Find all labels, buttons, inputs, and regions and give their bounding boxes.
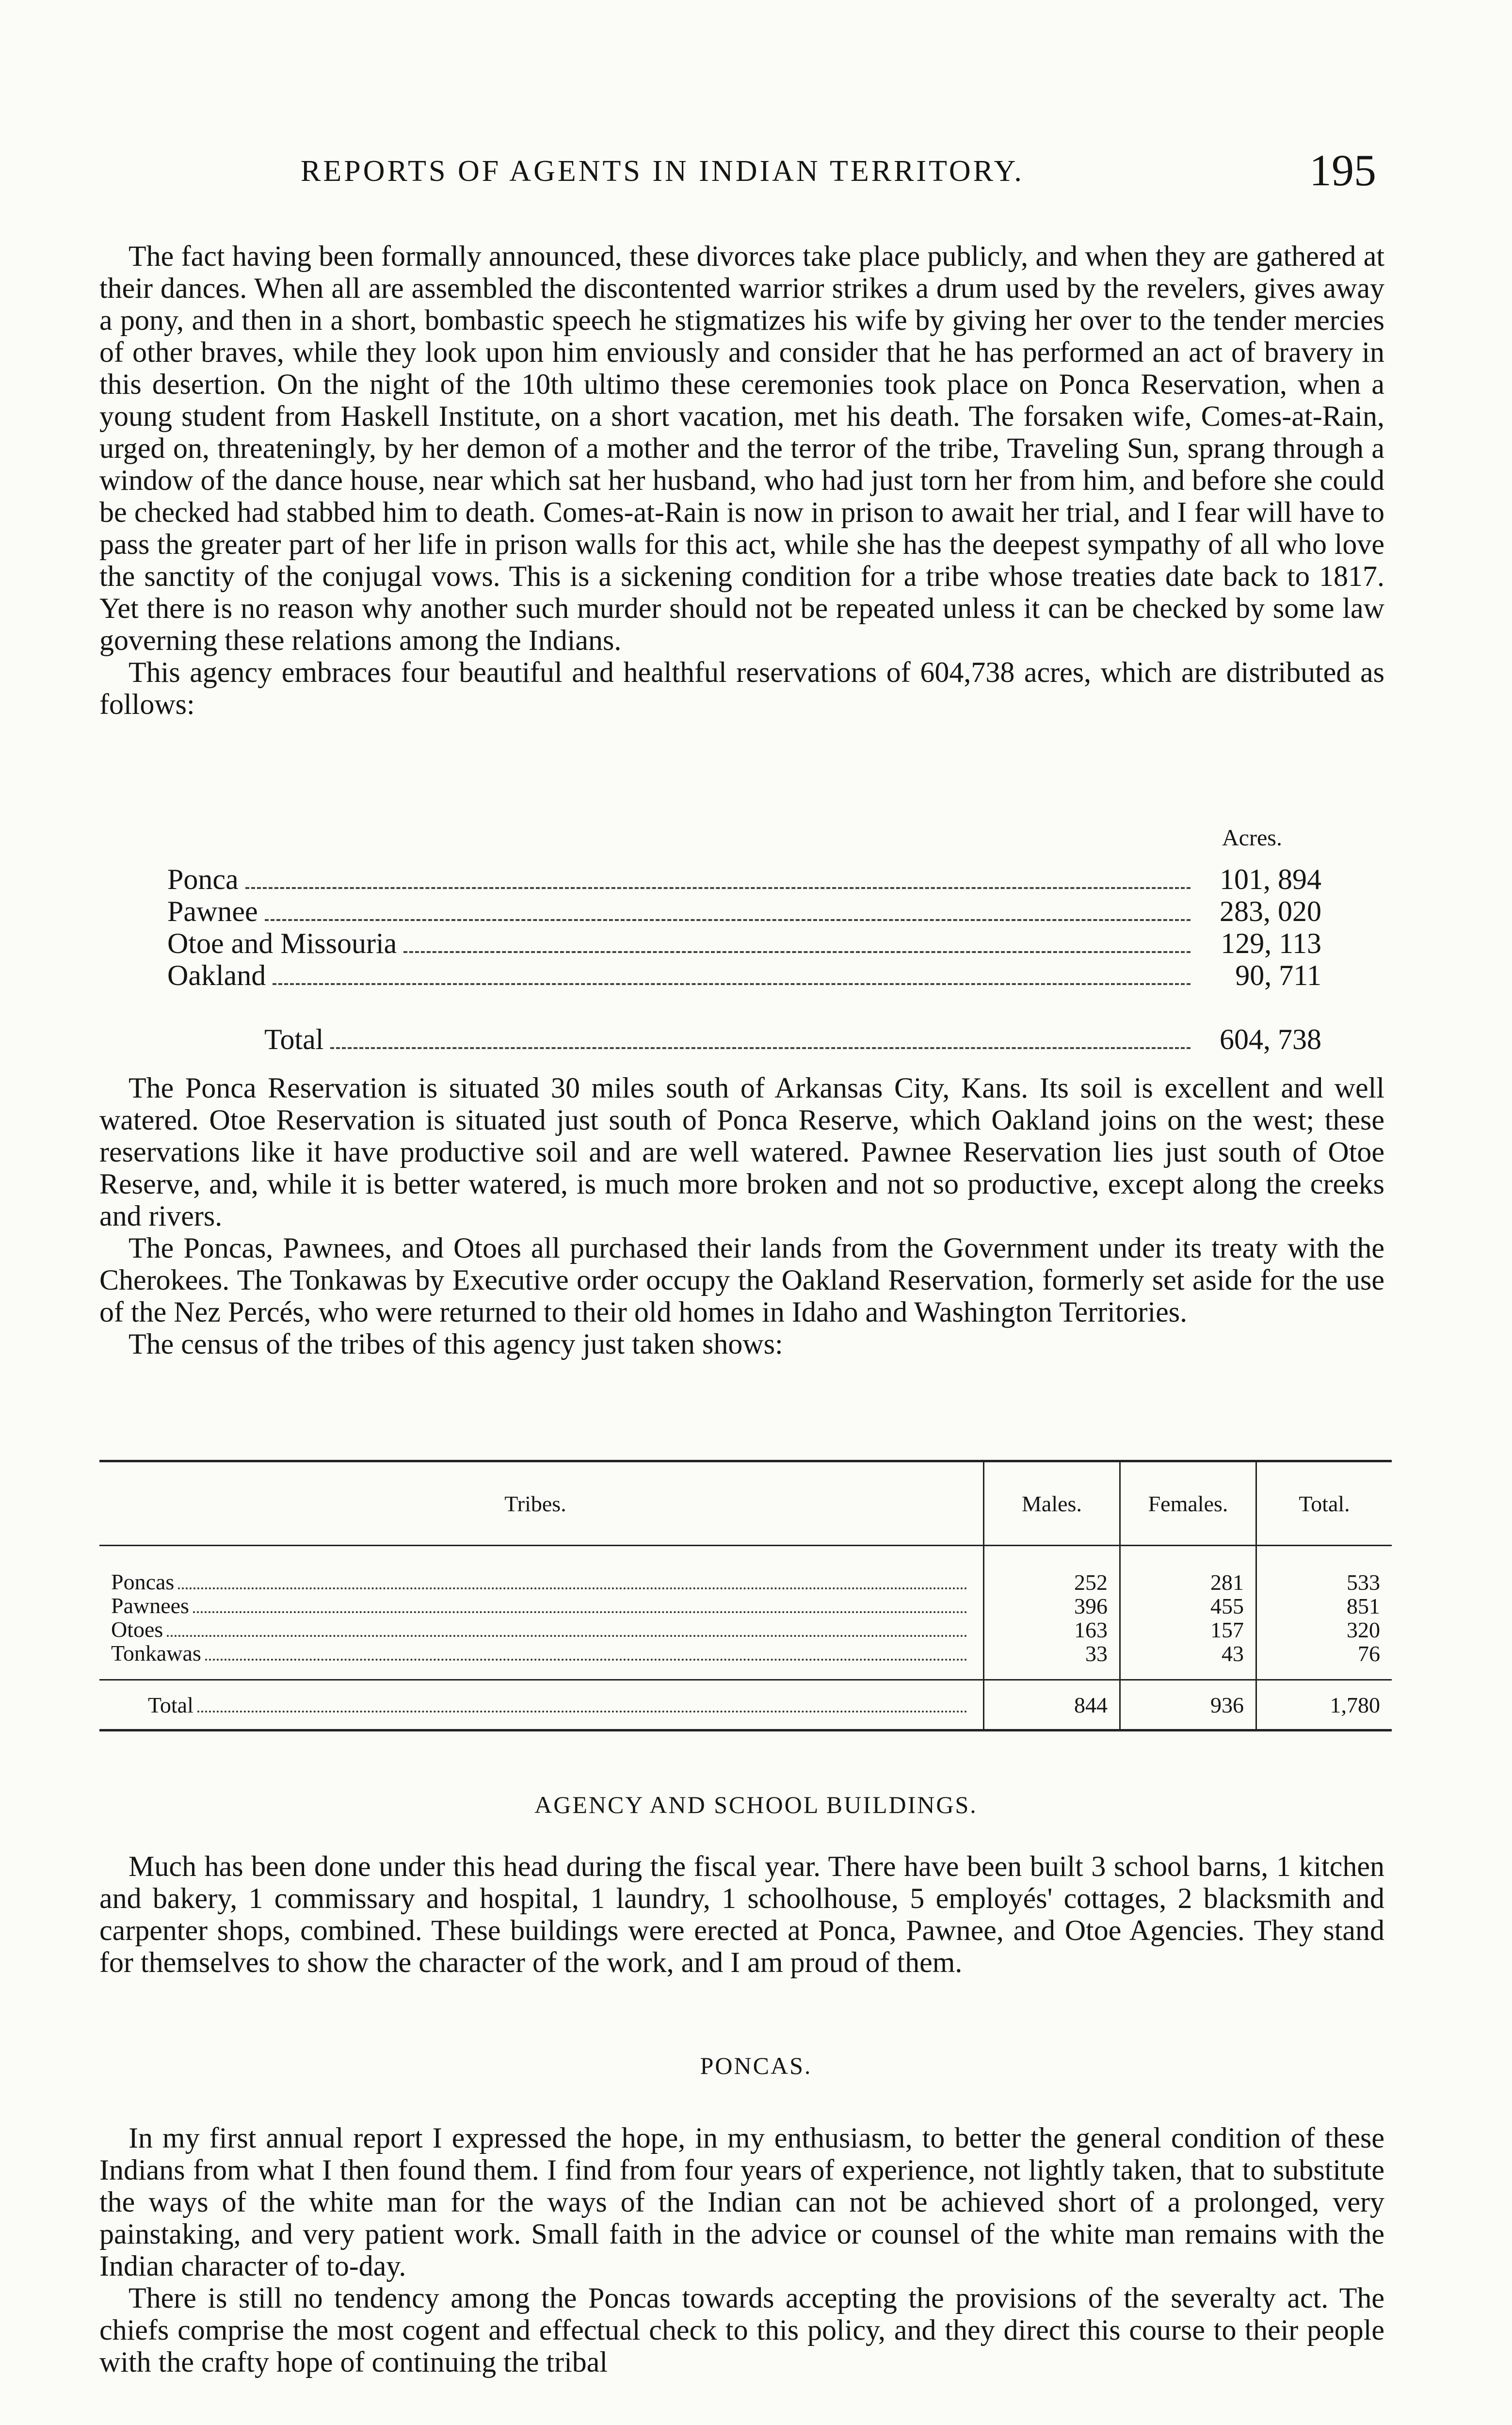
acreage-total-value: 604, 738 (1220, 1023, 1321, 1055)
section-heading-poncas: PONCAS. (700, 2052, 812, 2079)
body-text-poncas (99, 2122, 1384, 2378)
paragraph-first-report: In my first annual report I expressed the hope, in my enthusiasm, to better the general condition of these Indians from what I then found them. I find from four years of experience, not lightly taken, that to substitute the ways of the white man for the ways of the Indian can not be achieved short of a prolonged, very painstaking, and very patient work. Small faith in the advice or counsel of the white man remains with the Indian character of to-day. (99, 2122, 1384, 2282)
census-header-row (99, 1461, 1392, 1546)
reservation-name: Ponca (167, 863, 239, 895)
tribe-name: Poncas (111, 1569, 175, 1594)
leader-dashes (403, 951, 1190, 953)
acreage-row (167, 863, 1321, 895)
table-row (99, 1546, 1392, 1595)
reservation-acres: 129, 113 (1221, 927, 1321, 959)
table-row (99, 1594, 1392, 1618)
table-row (99, 1642, 1392, 1680)
leader-dots (205, 1659, 967, 1661)
females-cell: 455 (1120, 1594, 1256, 1618)
leader-dots (197, 1711, 967, 1713)
total-column-header: Total. (1256, 1461, 1392, 1546)
paragraph-severalty: There is still no tendency among the Poncas towards accepting the provisions of the severalty act. The chiefs comprise the most cogent and effectual check to this policy, and they direct this course to their people with the crafty hope of continuing the tribal (99, 2282, 1384, 2378)
running-header: REPORTS OF AGENTS IN INDIAN TERRITORY. (301, 155, 1024, 188)
tribe-name: Pawnees (111, 1593, 189, 1618)
males-cell: 252 (984, 1546, 1120, 1595)
females-cell: 43 (1120, 1642, 1256, 1680)
leader-dashes (273, 983, 1190, 985)
paragraph-ponca-reservation: The Ponca Reservation is situated 30 miles south of Arkansas City, Kans. Its soil is excellent and well watered. Otoe Reservation is situated just south of Ponca Reserve, which Oakland joins on the west; these reservations like it have productive soil and are well watered. Pawnee Reservation lies just south of Otoe Reserve, and, while it is better watered, is much more broken and not so productive, except along the creeks and rivers. (99, 1072, 1384, 1232)
acreage-total-label: Total (264, 1023, 324, 1055)
males-cell: 163 (984, 1618, 1120, 1642)
reservation-acres: 101, 894 (1220, 863, 1321, 895)
grand-total-cell: 1,780 (1256, 1680, 1392, 1730)
leader-dashes (330, 1047, 1190, 1049)
body-text-top (99, 240, 1384, 720)
males-column-header: Males. (984, 1461, 1120, 1546)
total-label: Total (148, 1692, 193, 1717)
reservation-name: Oakland (167, 959, 266, 991)
paragraph-divorces: The fact having been formally announced, these divorces take place publicly, and when they are gathered at their dances. When all are assembled the discontented warrior strikes a drum used by the revelers, gives away a pony, and then in a short, bombastic speech he stigmatizes his wife by giving her over to the tender mercies of other braves, while they look upon him enviously and consider that he has performed an act of bravery in this desertion. On the night of the 10th ultimo these ceremonies took place on Ponca Reservation, when a young student from Haskell Institute, on a short vacation, met his death. The forsaken wife, Comes-at-Rain, urged on, threateningly, by her demon of a mother and the terror of the tribe, Traveling Sun, sprang through a window of the dance house, near which sat her husband, who had just torn her from him, and before she could be checked had stabbed him to death. Comes-at-Rain is now in prison to await her trial, and I fear will have to pass the greater part of her life in prison walls for this act, while she has the deepest sympathy of all who love the sanctity of the conjugal vows. This is a sickening condition for a tribe whose treaties date back to 1817. Yet there is no reason why another such murder should not be repeated unless it can be checked by some law governing these relations among the Indians. (99, 240, 1384, 656)
leader-dots (167, 1635, 967, 1637)
females-column-header: Females. (1120, 1461, 1256, 1546)
table-row (99, 1618, 1392, 1642)
body-text-buildings (99, 1850, 1384, 1978)
acreage-row (167, 959, 1321, 991)
census-total-row (99, 1680, 1392, 1730)
leader-dashes (245, 887, 1190, 889)
paragraph-buildings: Much has been done under this head during the fiscal year. There have been built 3 school barns, 1 kitchen and bakery, 1 commissary and hospital, 1 laundry, 1 schoolhouse, 5 employés' cottages, 2 blacksmith and carpenter shops, combined. These buildings were erected at Ponca, Pawnee, and Otoe Agencies. They stand for themselves to show the character of the work, and I am proud of them. (99, 1850, 1384, 1978)
leader-dashes (265, 919, 1190, 921)
section-heading-buildings: AGENCY AND SCHOOL BUILDINGS. (534, 1791, 978, 1818)
paragraph-census-intro: The census of the tribes of this agency just taken shows: (129, 1328, 783, 1360)
acreage-total-row (167, 1023, 1321, 1055)
leader-dots (178, 1587, 967, 1589)
page-number: 195 (1309, 146, 1376, 195)
males-cell: 396 (984, 1594, 1120, 1618)
reservation-name: Otoe and Missouria (167, 927, 397, 959)
leader-dots (193, 1611, 967, 1613)
tribes-column-header: Tribes. (99, 1461, 984, 1546)
acreage-row (167, 927, 1321, 959)
males-total-cell: 844 (984, 1680, 1120, 1730)
total-cell: 851 (1256, 1594, 1392, 1618)
total-cell: 533 (1256, 1546, 1392, 1595)
acreage-row (167, 895, 1321, 927)
body-text-middle (99, 1072, 1384, 1360)
total-cell: 320 (1256, 1618, 1392, 1642)
acres-column-header: Acres. (1222, 825, 1282, 851)
females-cell: 281 (1120, 1546, 1256, 1595)
tribe-name: Otoes (111, 1617, 163, 1642)
males-cell: 33 (984, 1642, 1120, 1680)
census-table (99, 1460, 1392, 1731)
paragraph-reservations-intro: This agency embraces four beautiful and healthful reservations of 604,738 acres, which are distributed as follows: (99, 656, 1384, 720)
acreage-list (167, 863, 1321, 1055)
paragraph-purchases: The Poncas, Pawnees, and Otoes all purchased their lands from the Government under its treaty with the Cherokees. The Tonkawas by Executive order occupy the Oakland Reservation, formerly set aside for the use of the Nez Percés, who were returned to their old homes in Idaho and Washington Territories. (99, 1232, 1384, 1328)
total-cell: 76 (1256, 1642, 1392, 1680)
reservation-name: Pawnee (167, 895, 258, 927)
females-total-cell: 936 (1120, 1680, 1256, 1730)
reservation-acres: 283, 020 (1220, 895, 1321, 927)
reservation-acres: 90, 711 (1235, 959, 1321, 991)
tribe-name: Tonkawas (111, 1641, 201, 1665)
females-cell: 157 (1120, 1618, 1256, 1642)
